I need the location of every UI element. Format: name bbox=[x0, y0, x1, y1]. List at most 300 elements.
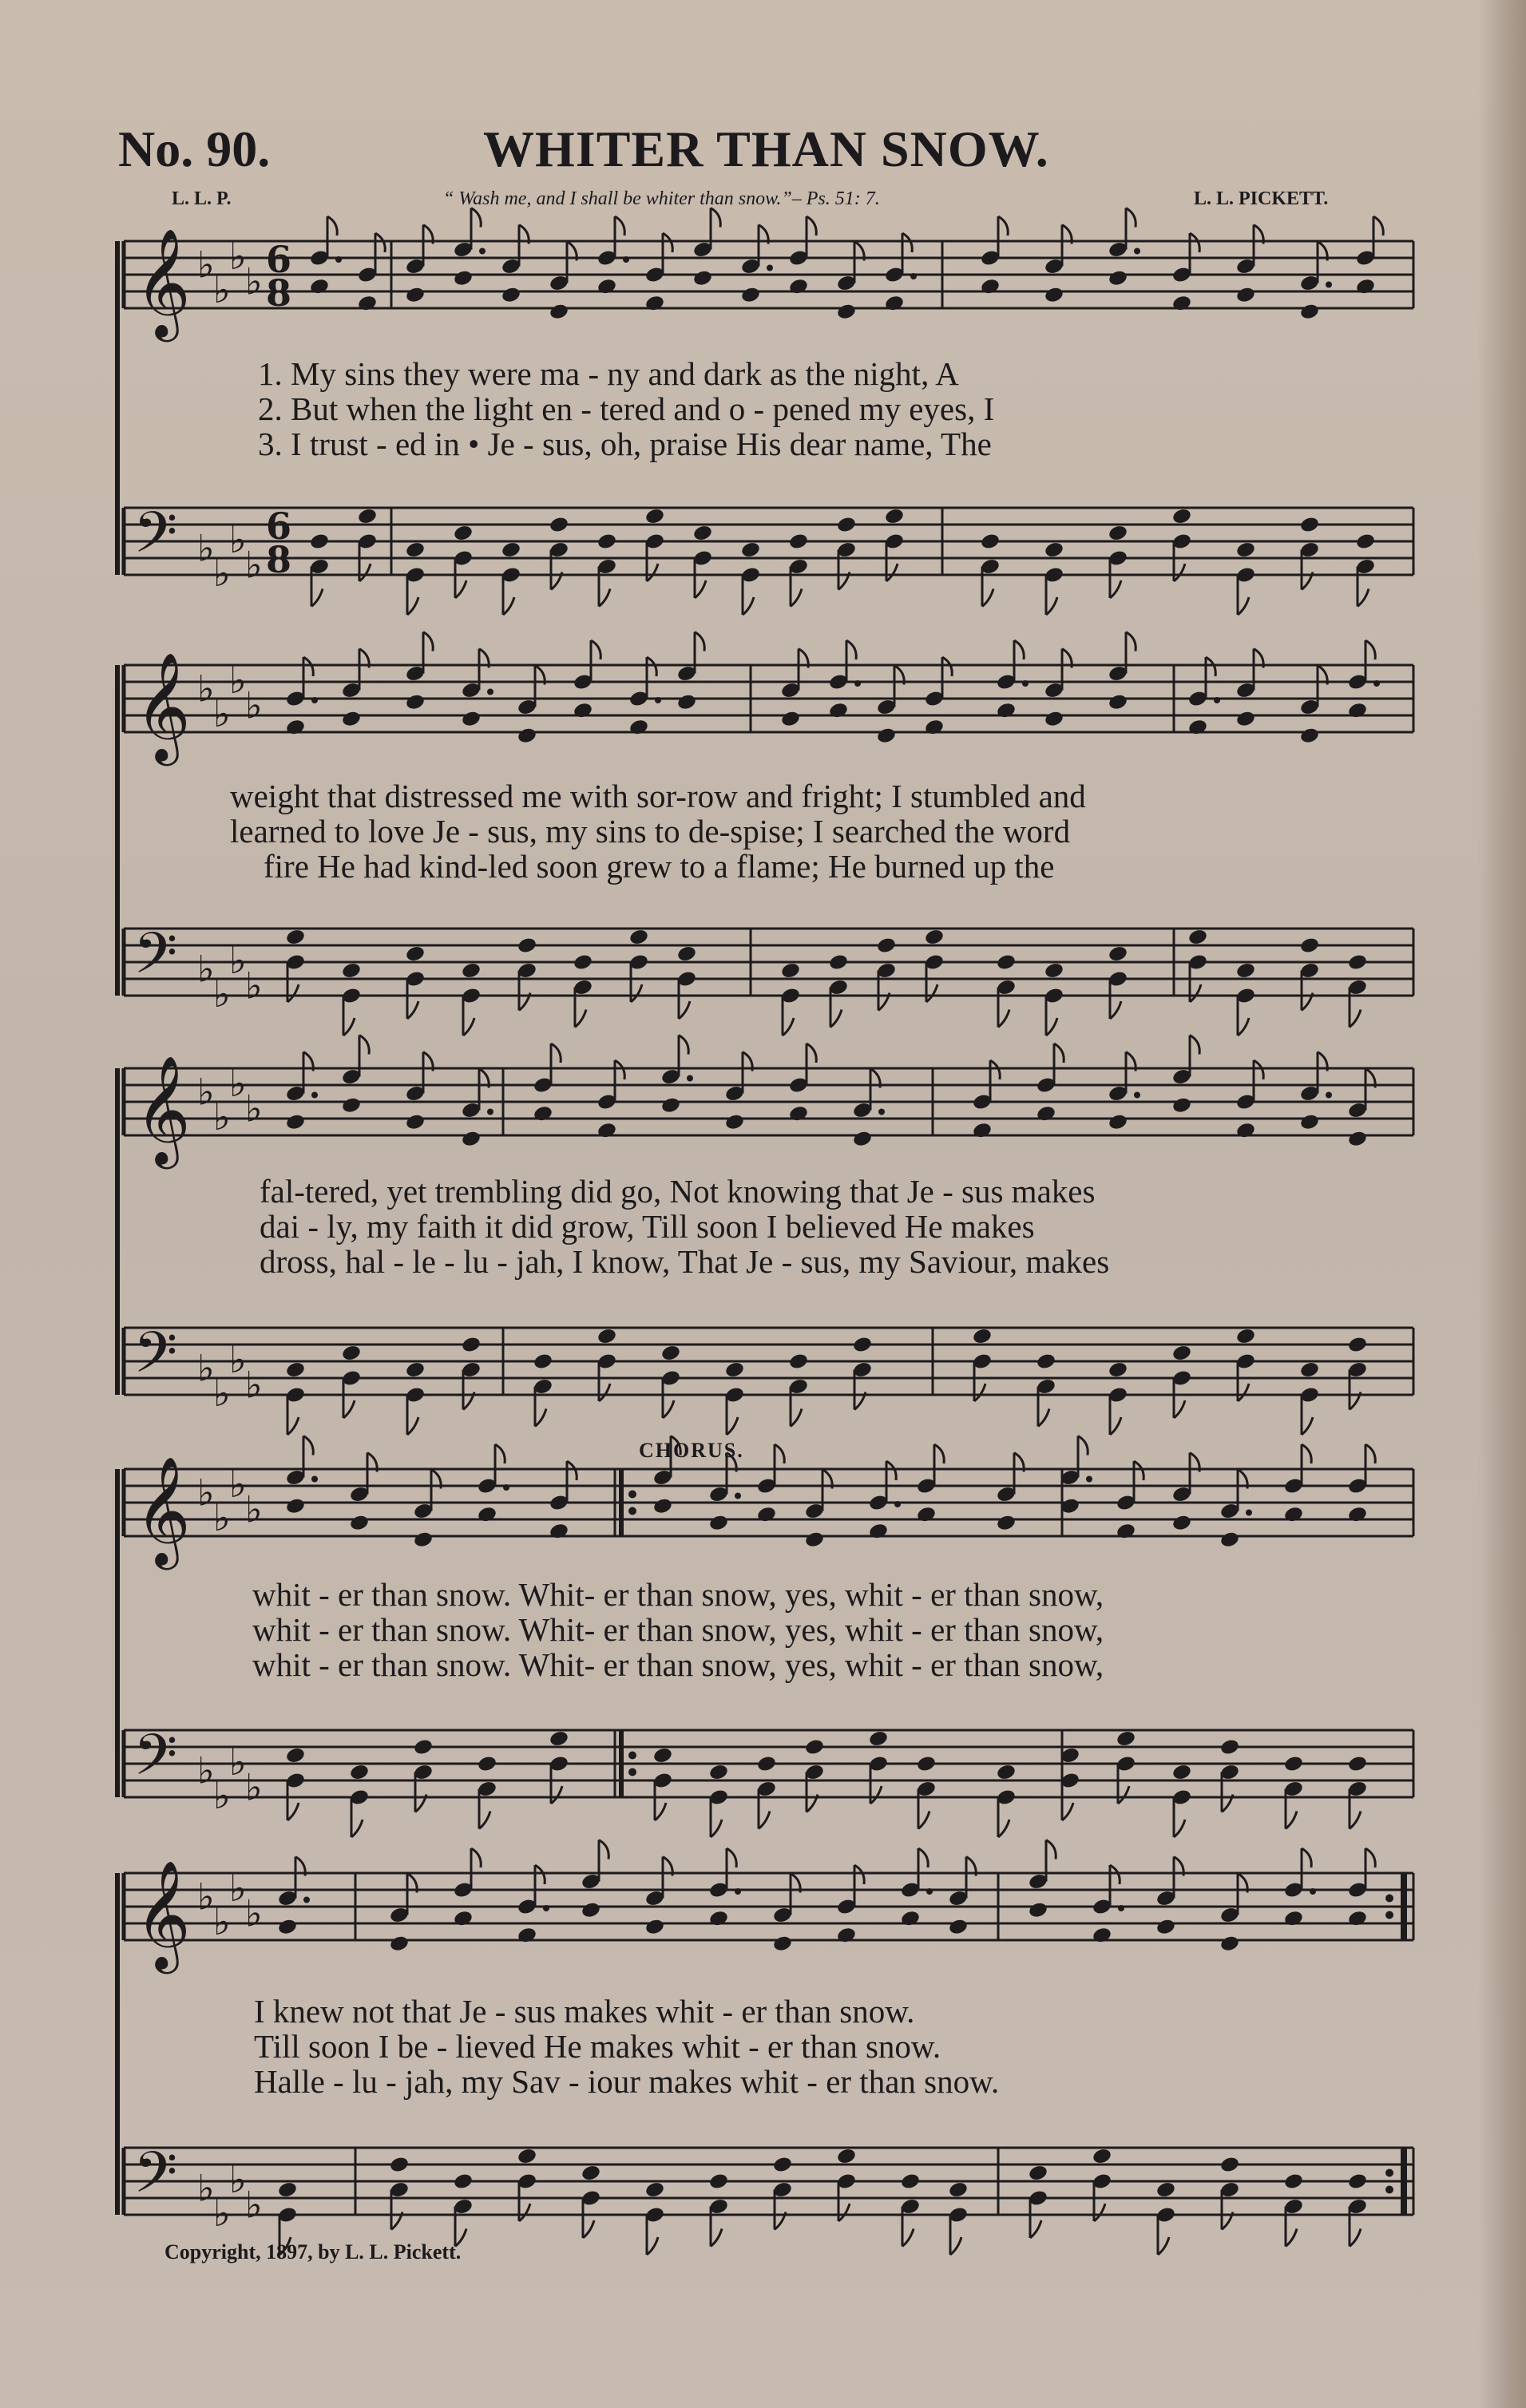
dot bbox=[303, 1897, 310, 1903]
note-head bbox=[900, 2172, 921, 2191]
note-head bbox=[1283, 2172, 1304, 2191]
note-flag bbox=[583, 2220, 594, 2238]
note-head bbox=[996, 701, 1017, 719]
note-flag bbox=[990, 1060, 1000, 1079]
note-head bbox=[868, 1729, 889, 1748]
flat-sign-icon: ♭ bbox=[229, 1741, 247, 1784]
note-head bbox=[1347, 1755, 1368, 1773]
note-head bbox=[724, 1113, 745, 1131]
note-head bbox=[788, 533, 809, 551]
repeat-dot bbox=[1385, 2186, 1393, 2194]
note-head bbox=[948, 1918, 969, 1936]
note-flag bbox=[998, 1010, 1009, 1028]
note-head bbox=[644, 1918, 665, 1936]
dot bbox=[894, 1501, 901, 1507]
note-head bbox=[1171, 507, 1192, 525]
note-head bbox=[996, 953, 1017, 972]
note-flag bbox=[287, 1417, 299, 1435]
dot bbox=[335, 256, 342, 263]
note-head bbox=[573, 701, 593, 719]
note-head bbox=[597, 1121, 617, 1139]
note-flag bbox=[495, 1444, 505, 1463]
lyric-line: whit - er than snow. Whit- er than snow, yes, whit - er than snow, bbox=[252, 1576, 1104, 1613]
note-flag bbox=[1358, 589, 1369, 607]
dot bbox=[735, 1888, 741, 1895]
note-flag bbox=[647, 564, 658, 581]
flat-sign-icon: ♭ bbox=[213, 972, 231, 1016]
note-head bbox=[405, 945, 426, 963]
note-flag bbox=[695, 580, 706, 598]
note-flag bbox=[1094, 2204, 1105, 2221]
note-head bbox=[285, 928, 306, 946]
note-head bbox=[597, 1327, 617, 1345]
flat-sign-icon: ♭ bbox=[229, 939, 247, 982]
note-flag bbox=[615, 1060, 624, 1079]
note-head bbox=[1235, 1327, 1256, 1345]
flat-sign-icon: ♭ bbox=[197, 1070, 215, 1114]
bass-clef-icon: 𝄢 bbox=[133, 921, 178, 1000]
note-flag bbox=[1365, 1444, 1375, 1463]
note-flag bbox=[471, 208, 481, 228]
note-flag bbox=[1365, 640, 1375, 659]
note-flag bbox=[575, 1010, 586, 1028]
dot bbox=[311, 1476, 318, 1483]
note-head bbox=[517, 1926, 537, 1944]
note-flag bbox=[870, 1786, 882, 1804]
note-head bbox=[1116, 1729, 1136, 1748]
note-flag bbox=[1286, 2229, 1297, 2247]
note-head bbox=[772, 1935, 793, 1953]
note-head bbox=[868, 1522, 889, 1540]
note-flag bbox=[1238, 1384, 1249, 1401]
note-head bbox=[413, 1531, 434, 1549]
dot bbox=[1022, 680, 1029, 687]
note-flag bbox=[1190, 1036, 1199, 1055]
note-head bbox=[756, 1505, 777, 1523]
note-head bbox=[708, 1514, 729, 1532]
repeat-dot bbox=[628, 1491, 636, 1499]
hymn-number: No. 90. bbox=[118, 121, 271, 177]
note-head bbox=[1283, 1505, 1304, 1523]
dot bbox=[623, 256, 629, 263]
note-flag bbox=[918, 1848, 928, 1867]
note-head bbox=[740, 541, 761, 559]
lyric-line: dross, hal - le - lu - jah, I know, That Je - sus, my Saviour, makes bbox=[260, 1243, 1110, 1280]
note-head bbox=[1299, 937, 1320, 955]
note-head bbox=[836, 303, 857, 321]
note-head bbox=[708, 1763, 729, 1781]
note-flag bbox=[503, 597, 514, 615]
note-head bbox=[788, 1353, 809, 1371]
note-flag bbox=[479, 1812, 490, 1829]
lyric-line: 3. I trust - ed in • Je - sus, oh, praise His dear name, The bbox=[258, 426, 992, 462]
dot bbox=[1326, 282, 1332, 288]
note-head bbox=[413, 1738, 434, 1756]
flat-sign-icon: ♭ bbox=[245, 1363, 263, 1407]
note-head bbox=[708, 2172, 729, 2191]
flat-sign-icon: ♭ bbox=[229, 518, 247, 561]
note-head bbox=[628, 928, 649, 946]
note-head bbox=[405, 1360, 426, 1379]
note-head bbox=[740, 286, 761, 304]
note-head bbox=[1235, 286, 1256, 304]
note-head bbox=[461, 961, 482, 980]
note-head bbox=[876, 937, 897, 955]
dot bbox=[479, 248, 486, 255]
note-flag bbox=[631, 984, 642, 1002]
lyric-line: I knew not that Je - sus makes whit - er than snow. bbox=[254, 1993, 915, 2030]
note-flag bbox=[1238, 1018, 1249, 1036]
note-flag bbox=[1302, 1848, 1311, 1867]
note-head bbox=[692, 524, 713, 542]
bass-clef-icon: 𝄢 bbox=[133, 1722, 178, 1802]
note-flag bbox=[1190, 233, 1199, 252]
lyric-line: Halle - lu - jah, my Sav - iour makes whit - er than snow. bbox=[254, 2063, 1000, 2100]
note-flag bbox=[1350, 1010, 1361, 1028]
note-flag bbox=[1206, 657, 1215, 676]
flat-sign-icon: ♭ bbox=[197, 243, 215, 287]
note-head bbox=[477, 1755, 497, 1773]
note-head bbox=[1219, 1531, 1240, 1549]
note-flag bbox=[918, 1812, 929, 1829]
note-head bbox=[1235, 710, 1256, 728]
note-flag bbox=[327, 216, 337, 236]
dot bbox=[311, 1092, 318, 1099]
note-flag bbox=[1118, 1786, 1129, 1804]
note-flag bbox=[535, 1865, 545, 1884]
lyric-line: 2. But when the light en - tered and o - pened my eyes, I bbox=[258, 390, 995, 427]
time-signature: 8 bbox=[266, 538, 292, 581]
flat-sign-icon: ♭ bbox=[213, 1095, 231, 1139]
dot bbox=[1373, 680, 1380, 687]
note-head bbox=[660, 1344, 681, 1362]
note-head bbox=[644, 294, 665, 312]
note-head bbox=[884, 507, 905, 525]
note-head bbox=[405, 541, 426, 559]
note-flag bbox=[759, 1812, 770, 1829]
note-head bbox=[285, 1113, 306, 1131]
note-flag bbox=[926, 984, 937, 1002]
note-flag bbox=[1254, 1060, 1263, 1079]
note-head bbox=[1355, 533, 1376, 551]
note-head bbox=[1219, 1935, 1240, 1953]
note-flag bbox=[567, 1461, 577, 1480]
flat-sign-icon: ♭ bbox=[197, 667, 215, 711]
note-flag bbox=[303, 1436, 313, 1455]
flat-sign-icon: ♭ bbox=[245, 2183, 263, 2227]
flat-sign-icon: ♭ bbox=[245, 543, 263, 587]
lyric-line: whit - er than snow. Whit- er than snow, yes, whit - er than snow, bbox=[252, 1646, 1104, 1683]
repeat-dot bbox=[628, 1768, 636, 1776]
note-head bbox=[357, 294, 378, 312]
note-head bbox=[916, 1505, 937, 1523]
note-head bbox=[972, 1327, 993, 1345]
note-head bbox=[772, 2156, 793, 2174]
note-flag bbox=[599, 1840, 608, 1859]
note-head bbox=[309, 533, 330, 551]
note-flag bbox=[1038, 1409, 1049, 1427]
dot bbox=[487, 1109, 493, 1115]
note-head bbox=[652, 1746, 673, 1764]
note-head bbox=[285, 1360, 306, 1379]
note-head bbox=[676, 945, 697, 963]
note-flag bbox=[846, 640, 856, 659]
note-head bbox=[1171, 1514, 1192, 1532]
note-head bbox=[788, 1104, 809, 1123]
note-head bbox=[1028, 2164, 1048, 2182]
note-flag bbox=[343, 1018, 355, 1036]
note-head bbox=[1171, 1344, 1192, 1362]
note-head bbox=[884, 294, 905, 312]
note-head bbox=[660, 1096, 681, 1115]
treble-clef-icon: 𝄞 bbox=[135, 1054, 191, 1164]
dot bbox=[503, 1484, 509, 1491]
note-head bbox=[644, 507, 665, 525]
note-flag bbox=[663, 1400, 674, 1418]
note-head bbox=[1108, 269, 1128, 287]
note-head bbox=[1299, 303, 1320, 321]
note-flag bbox=[599, 589, 610, 607]
treble-clef-icon: 𝄞 bbox=[135, 227, 191, 337]
time-signature: 6 bbox=[266, 238, 292, 281]
lyric-line: Till soon I be - lieved He makes whit - er than snow. bbox=[254, 2028, 941, 2065]
note-head bbox=[1171, 1763, 1192, 1781]
note-flag bbox=[471, 1848, 481, 1867]
note-head bbox=[1347, 953, 1368, 972]
note-head bbox=[341, 1344, 362, 1362]
dot bbox=[926, 1888, 933, 1895]
note-flag bbox=[1014, 640, 1024, 659]
note-flag bbox=[807, 216, 816, 236]
bass-clef-icon: 𝄢 bbox=[133, 1320, 178, 1400]
note-head bbox=[788, 277, 809, 295]
note-flag bbox=[663, 233, 672, 252]
lyric-line: fire He had kind-led soon grew to a flame; He burned up the bbox=[264, 848, 1055, 885]
note-head bbox=[724, 1360, 745, 1379]
note-flag bbox=[1030, 2220, 1041, 2238]
note-head bbox=[453, 1909, 474, 1927]
note-head bbox=[836, 2147, 857, 2165]
note-flag bbox=[655, 1803, 666, 1820]
note-flag bbox=[1174, 1400, 1185, 1418]
note-flag bbox=[359, 564, 371, 581]
note-head bbox=[1283, 1909, 1304, 1927]
note-flag bbox=[455, 580, 466, 598]
note-flag bbox=[942, 657, 952, 676]
repeat-dot bbox=[628, 1752, 636, 1760]
note-head bbox=[597, 533, 617, 551]
flat-sign-icon: ♭ bbox=[229, 2158, 247, 2201]
treble-clef-icon: 𝄞 bbox=[135, 1859, 191, 1969]
note-head bbox=[1028, 1901, 1048, 1919]
note-head bbox=[948, 2180, 969, 2199]
note-head bbox=[1044, 710, 1064, 728]
note-head bbox=[900, 1909, 921, 1927]
note-flag bbox=[1158, 2237, 1169, 2255]
note-head bbox=[1235, 1121, 1256, 1139]
note-head bbox=[277, 1918, 298, 1936]
note-flag bbox=[1286, 1812, 1297, 1829]
flat-sign-icon: ♭ bbox=[213, 552, 231, 595]
note-flag bbox=[311, 589, 323, 607]
note-flag bbox=[886, 1461, 896, 1480]
note-head bbox=[309, 277, 330, 295]
note-flag bbox=[807, 1044, 816, 1063]
note-head bbox=[461, 1130, 482, 1148]
flat-sign-icon: ♭ bbox=[213, 1774, 231, 1817]
flat-sign-icon: ♭ bbox=[229, 659, 247, 702]
note-head bbox=[676, 693, 697, 711]
copyright-notice: Copyright, 1897, by L. L. Pickett. bbox=[164, 2240, 462, 2263]
note-flag bbox=[902, 233, 912, 252]
dot bbox=[854, 680, 861, 687]
note-flag bbox=[998, 1820, 1009, 1837]
note-head bbox=[1355, 277, 1376, 295]
note-head bbox=[876, 727, 897, 745]
note-head bbox=[405, 1113, 426, 1131]
dot bbox=[1214, 697, 1220, 703]
note-head bbox=[1044, 286, 1064, 304]
note-head bbox=[652, 1497, 673, 1515]
note-flag bbox=[982, 589, 993, 607]
note-head bbox=[1219, 2156, 1240, 2174]
note-head bbox=[453, 524, 474, 542]
flat-sign-icon: ♭ bbox=[245, 964, 263, 1008]
composer-name: L. L. PICKETT. bbox=[1194, 188, 1329, 209]
note-head bbox=[549, 516, 569, 534]
note-flag bbox=[407, 597, 418, 615]
flat-sign-icon: ♭ bbox=[197, 1749, 215, 1792]
note-head bbox=[804, 1738, 825, 1756]
note-head bbox=[1347, 2172, 1368, 2191]
flat-sign-icon: ♭ bbox=[245, 1087, 263, 1131]
time-signature: 6 bbox=[266, 505, 292, 548]
note-flag bbox=[591, 640, 600, 659]
dot bbox=[1326, 1092, 1332, 1099]
note-head bbox=[980, 533, 1001, 551]
note-head bbox=[756, 1755, 777, 1773]
lyric-line: fal-tered, yet trembling did go, Not knowing that Je - sus makes bbox=[260, 1173, 1096, 1210]
note-head bbox=[1235, 961, 1256, 980]
repeat-dot bbox=[628, 1507, 636, 1515]
note-head bbox=[1155, 1918, 1176, 1936]
note-head bbox=[285, 718, 306, 736]
repeat-dot bbox=[1385, 1911, 1393, 1919]
note-flag bbox=[1078, 1436, 1088, 1455]
dot bbox=[1086, 1476, 1092, 1483]
note-flag bbox=[647, 2237, 658, 2255]
dot bbox=[910, 273, 917, 279]
note-flag bbox=[375, 233, 385, 252]
flat-sign-icon: ♭ bbox=[197, 526, 215, 570]
note-flag bbox=[998, 216, 1008, 236]
note-flag bbox=[902, 2229, 914, 2247]
note-head bbox=[828, 701, 849, 719]
note-head bbox=[1299, 727, 1320, 745]
note-head bbox=[549, 1522, 569, 1540]
note-flag bbox=[1302, 1444, 1311, 1463]
note-head bbox=[597, 277, 617, 295]
note-head bbox=[533, 1104, 553, 1123]
note-head bbox=[780, 710, 801, 728]
note-head bbox=[453, 269, 474, 287]
note-head bbox=[477, 1505, 497, 1523]
note-head bbox=[349, 1763, 370, 1781]
note-flag bbox=[743, 597, 754, 615]
note-flag bbox=[1134, 1461, 1144, 1480]
note-head bbox=[852, 1130, 873, 1148]
note-head bbox=[277, 2180, 298, 2199]
note-head bbox=[828, 953, 849, 972]
note-head bbox=[501, 286, 521, 304]
note-head bbox=[1108, 1360, 1128, 1379]
note-flag bbox=[463, 1018, 474, 1036]
note-head bbox=[1347, 1505, 1368, 1523]
dot bbox=[878, 1109, 885, 1115]
note-flag bbox=[1350, 2229, 1361, 2247]
note-head bbox=[1092, 2147, 1112, 2165]
note-head bbox=[461, 710, 482, 728]
bass-clef-icon: 𝄢 bbox=[133, 2140, 178, 2220]
flat-sign-icon: ♭ bbox=[213, 1900, 231, 1943]
note-head bbox=[341, 710, 362, 728]
note-flag bbox=[854, 1865, 864, 1884]
note-head bbox=[1347, 1909, 1368, 1927]
note-head bbox=[644, 2180, 665, 2199]
time-signature: 8 bbox=[266, 271, 292, 315]
dot bbox=[1310, 1888, 1316, 1895]
note-flag bbox=[1190, 984, 1201, 1002]
note-head bbox=[405, 286, 426, 304]
dot bbox=[735, 1493, 741, 1499]
note-flag bbox=[830, 1010, 842, 1028]
note-flag bbox=[791, 1409, 802, 1427]
note-flag bbox=[974, 1384, 985, 1401]
note-head bbox=[836, 516, 857, 534]
dot bbox=[1134, 248, 1140, 255]
note-head bbox=[1187, 718, 1208, 736]
note-head bbox=[1155, 2180, 1176, 2199]
note-head bbox=[285, 1497, 306, 1515]
dot bbox=[1246, 1510, 1252, 1516]
note-head bbox=[1283, 1755, 1304, 1773]
hymn-title: WHITER THAN SNOW. bbox=[483, 121, 1049, 177]
note-head bbox=[549, 303, 569, 321]
dot bbox=[1134, 1092, 1140, 1099]
treble-clef-icon: 𝄞 bbox=[135, 651, 191, 761]
note-flag bbox=[423, 632, 433, 652]
note-head bbox=[1171, 1096, 1192, 1115]
note-flag bbox=[1174, 1820, 1185, 1837]
note-head bbox=[972, 1121, 993, 1139]
note-flag bbox=[1110, 1865, 1120, 1884]
note-head bbox=[1219, 1738, 1240, 1756]
note-flag bbox=[343, 1400, 355, 1418]
note-flag bbox=[1302, 1417, 1313, 1435]
note-flag bbox=[287, 984, 299, 1002]
note-flag bbox=[359, 1036, 369, 1055]
note-flag bbox=[519, 2204, 530, 2221]
note-flag bbox=[934, 1444, 944, 1463]
flat-sign-icon: ♭ bbox=[197, 1346, 215, 1390]
dot bbox=[311, 697, 318, 703]
note-head bbox=[1347, 701, 1368, 719]
note-head bbox=[1299, 1113, 1320, 1131]
flat-sign-icon: ♭ bbox=[245, 1765, 263, 1809]
note-head bbox=[1299, 1360, 1320, 1379]
note-head bbox=[1036, 1104, 1056, 1123]
note-head bbox=[389, 2156, 410, 2174]
